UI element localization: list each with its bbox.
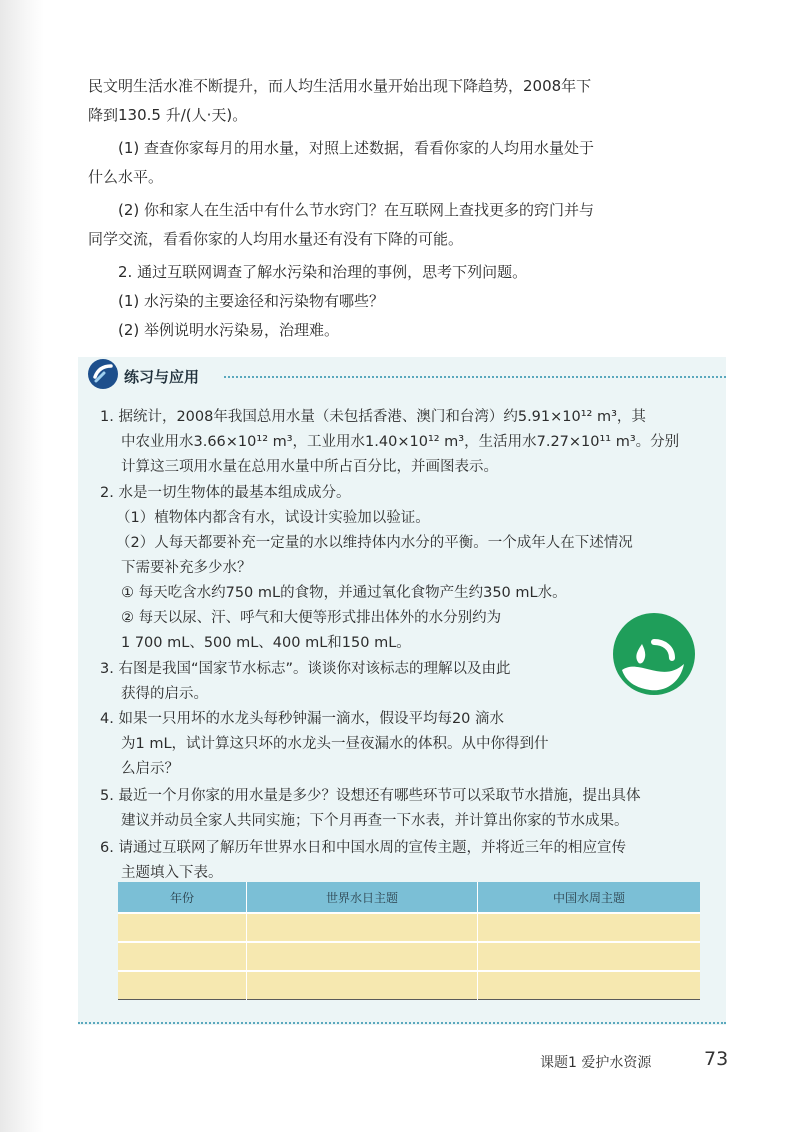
table-cell[interactable] xyxy=(478,913,701,942)
intro-line-1: 民文明生活水准不断提升，而人均生活用水量开始出现下降趋势，2008年下 xyxy=(88,77,592,95)
table-row xyxy=(118,942,700,971)
table-header-row xyxy=(118,882,700,913)
q4-line-2: 为1 mL，试计算这只坏的水龙头一昼夜漏水的体积。从中你得到什 xyxy=(121,736,549,752)
page-binding-shadow xyxy=(0,0,44,1132)
table-row xyxy=(118,971,700,1000)
table-cell[interactable] xyxy=(118,913,247,942)
chapter-footer: 课题1 爱护水资源 xyxy=(540,1055,652,1071)
intro-sub2-line-2: 同学交流，看看你家的人均用水量还有没有下降的可能。 xyxy=(88,230,464,248)
section-title: 练习与应用 xyxy=(124,368,200,386)
table-cell[interactable] xyxy=(247,942,478,971)
intro-line-2: 降到130.5 升/(人·天)。 xyxy=(88,106,248,124)
q2-line-3: （2）人每天都要补充一定量的水以维持体内水分的平衡。一个成年人在下述情况 xyxy=(116,535,633,551)
table-cell[interactable] xyxy=(247,971,478,1000)
header-world-water-day: 世界水日主题 xyxy=(247,882,478,913)
q6-line-2: 主题填入下表。 xyxy=(121,865,223,881)
table-cell[interactable] xyxy=(118,971,247,1000)
water-saving-logo-icon xyxy=(612,612,696,696)
section-bottom-divider xyxy=(78,1022,726,1024)
table-cell[interactable] xyxy=(247,913,478,942)
section-top-divider xyxy=(224,376,726,378)
table-cell[interactable] xyxy=(478,971,701,1000)
exercise-icon xyxy=(86,357,120,391)
q4-line-1: 4. 如果一只用坏的水龙头每秒钟漏一滴水，假设平均每20 滴水 xyxy=(100,711,505,727)
q2-line-4: 下需要补充多少水？ xyxy=(121,560,252,576)
header-year: 年份 xyxy=(118,882,247,913)
q1-line-2: 中农业用水3.66×10¹² m³，工业用水1.40×10¹² m³，生活用水7.27×10¹¹ m³。分别 xyxy=(121,434,680,450)
q4-line-3: 么启示？ xyxy=(121,761,179,777)
intro-sub1-line-2: 什么水平。 xyxy=(88,168,164,186)
q3-line-1: 3. 右图是我国“国家节水标志”。谈谈你对该标志的理解以及由此 xyxy=(100,661,511,677)
q1-line-1: 1. 据统计，2008年我国总用水量（未包括香港、澳门和台湾）约5.91×10¹² m³，其 xyxy=(100,409,646,425)
page-number: 73 xyxy=(704,1048,729,1070)
theme-table xyxy=(118,882,700,1000)
intro-item-2b: (2) 举例说明水污染易，治理难。 xyxy=(118,321,340,339)
intro-sub2-line-1: (2) 你和家人在生活中有什么节水窍门？在互联网上查找更多的窍门并与 xyxy=(118,201,595,219)
q2-line-5: ① 每天吃含水约750 mL的食物，并通过氧化食物产生约350 mL水。 xyxy=(121,585,567,601)
q3-line-2: 获得的启示。 xyxy=(121,686,208,702)
q2-line-2: （1）植物体内都含有水，试设计实验加以验证。 xyxy=(116,510,430,526)
q2-line-1: 2. 水是一切生物体的最基本组成成分。 xyxy=(100,485,351,501)
q2-line-6: ② 每天以尿、汗、呼气和大便等形式排出体外的水分别约为 xyxy=(121,610,502,626)
table-row xyxy=(118,913,700,942)
q5-line-2: 建议并动员全家人共同实施；下个月再查一下水表，并计算出你家的节水成果。 xyxy=(121,813,629,829)
table-cell[interactable] xyxy=(478,942,701,971)
intro-sub1-line-1: (1) 查查你家每月的用水量，对照上述数据，看看你家的人均用水量处于 xyxy=(118,139,595,157)
q5-line-1: 5. 最近一个月你家的用水量是多少？设想还有哪些环节可以采取节水措施，提出具体 xyxy=(100,788,641,804)
intro-item-2a: (1) 水污染的主要途径和污染物有哪些？ xyxy=(118,292,385,310)
table-cell[interactable] xyxy=(118,942,247,971)
intro-item-2: 2. 通过互联网调查了解水污染和治理的事例，思考下列问题。 xyxy=(118,263,528,281)
q1-line-3: 计算这三项用水量在总用水量中所占百分比，并画图表示。 xyxy=(121,459,498,475)
q2-line-7: 1 700 mL、500 mL、400 mL和150 mL。 xyxy=(121,635,411,651)
q6-line-1: 6. 请通过互联网了解历年世界水日和中国水周的宣传主题，并将近三年的相应宣传 xyxy=(100,840,626,856)
header-china-water-week: 中国水周主题 xyxy=(478,882,701,913)
